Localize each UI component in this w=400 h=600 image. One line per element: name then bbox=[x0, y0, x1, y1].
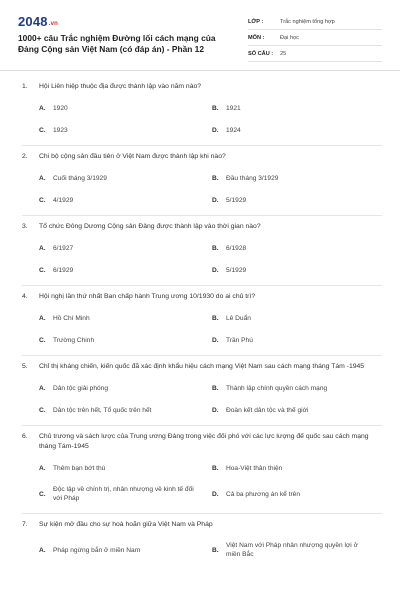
answer-option[interactable] bbox=[212, 103, 385, 113]
option-letter: B. bbox=[212, 464, 219, 472]
answer-option[interactable] bbox=[39, 313, 212, 323]
option-text: 5/1929 bbox=[226, 266, 247, 274]
option-text: 4/1929 bbox=[53, 196, 74, 204]
option-text: 6/1928 bbox=[226, 244, 247, 252]
option-letter: D. bbox=[212, 266, 219, 274]
option-letter: B. bbox=[212, 546, 219, 554]
answer-option[interactable] bbox=[39, 335, 212, 345]
meta-key: LỚP : bbox=[248, 18, 264, 25]
question-item bbox=[0, 286, 400, 356]
answer-options bbox=[39, 383, 382, 415]
answer-option[interactable] bbox=[39, 463, 212, 473]
answer-option[interactable] bbox=[39, 195, 212, 205]
answer-option[interactable] bbox=[39, 103, 212, 113]
option-letter: A. bbox=[39, 244, 46, 252]
question-item bbox=[0, 514, 400, 559]
answer-option[interactable] bbox=[212, 405, 385, 415]
logo-text: 2048 bbox=[18, 14, 48, 29]
document-meta bbox=[248, 14, 382, 62]
option-text: Pháp ngừng bắn ở miền Nam bbox=[53, 546, 141, 554]
meta-row-class bbox=[248, 14, 382, 30]
option-text: 6/1927 bbox=[53, 244, 74, 252]
option-letter: D. bbox=[212, 490, 219, 498]
option-letter: A. bbox=[39, 464, 46, 472]
question-text: Hội Liên hiệp thuộc địa được thành lập vào năm nào? bbox=[39, 83, 202, 90]
answer-option[interactable] bbox=[39, 541, 212, 559]
answer-options bbox=[39, 541, 382, 559]
option-text: 1924 bbox=[226, 126, 241, 134]
question-text: Chỉ thị kháng chiến, kiến quốc đã xác định khẩu hiệu cách mạng Việt Nam sau cách mạng tháng Tám -1945 bbox=[39, 363, 365, 370]
option-letter: A. bbox=[39, 314, 46, 322]
option-text: Hoa-Việt thân thiện bbox=[226, 464, 283, 472]
answer-option[interactable] bbox=[212, 125, 385, 135]
meta-value: Đại học bbox=[280, 34, 299, 41]
option-letter: A. bbox=[39, 104, 46, 112]
meta-value: 25 bbox=[280, 50, 287, 57]
option-letter: C. bbox=[39, 126, 46, 134]
option-text: Hồ Chí Minh bbox=[53, 314, 90, 322]
meta-key: MÔN : bbox=[248, 34, 265, 41]
answer-options bbox=[39, 313, 382, 345]
question-text: Tổ chức Đông Dương Cộng sản Đảng được thành lập vào thời gian nào? bbox=[39, 223, 261, 230]
answer-option[interactable] bbox=[39, 243, 212, 253]
question-number: 7. bbox=[22, 521, 28, 528]
option-letter: D. bbox=[212, 336, 219, 344]
option-letter: D. bbox=[212, 406, 219, 414]
question-item bbox=[0, 216, 400, 286]
option-text: 5/1929 bbox=[226, 196, 247, 204]
answer-option[interactable] bbox=[39, 485, 212, 503]
option-letter: A. bbox=[39, 546, 46, 554]
question-number: 6. bbox=[22, 433, 28, 440]
answer-option[interactable] bbox=[212, 195, 385, 205]
header-divider bbox=[0, 70, 400, 71]
answer-options bbox=[39, 463, 382, 503]
option-text: Dân tộc giải phóng bbox=[53, 384, 108, 392]
option-text: 6/1929 bbox=[53, 266, 74, 274]
option-letter: D. bbox=[212, 196, 219, 204]
answer-option[interactable] bbox=[212, 541, 385, 559]
question-text: Hội nghị lần thứ nhất Ban chấp hành Trung ương 10/1930 do ai chủ trì? bbox=[39, 293, 256, 300]
question-item bbox=[0, 356, 400, 426]
option-text: Dân tộc trên hết, Tổ quốc trên hết bbox=[53, 406, 152, 414]
option-letter: D. bbox=[212, 126, 219, 134]
option-text: Việt Nam với Pháp nhân nhượng quyền lợi ở miền Bắc bbox=[226, 542, 358, 558]
option-letter: B. bbox=[212, 244, 219, 252]
answer-option[interactable] bbox=[212, 265, 385, 275]
option-text: Độc lập về chính trị, nhân nhượng về kinh tế đối với Pháp bbox=[53, 486, 194, 502]
meta-row-subject bbox=[248, 30, 382, 46]
option-letter: C. bbox=[39, 406, 46, 414]
option-text: Đầu tháng 3/1929 bbox=[226, 174, 279, 182]
answer-options bbox=[39, 173, 382, 205]
question-number: 5. bbox=[22, 363, 28, 370]
meta-row-count bbox=[248, 46, 382, 62]
answer-option[interactable] bbox=[212, 383, 385, 393]
answer-options bbox=[39, 103, 382, 135]
option-letter: A. bbox=[39, 174, 46, 182]
option-text: Cả ba phương án kể trên bbox=[226, 490, 300, 498]
option-letter: B. bbox=[212, 104, 219, 112]
option-letter: C. bbox=[39, 196, 46, 204]
option-text: Cuối tháng 3/1929 bbox=[53, 174, 107, 182]
option-text: Thêm bạn bớt thù bbox=[53, 464, 106, 472]
document-header bbox=[0, 0, 400, 66]
option-letter: C. bbox=[39, 266, 46, 274]
logo-suffix: .vn bbox=[48, 21, 59, 27]
option-letter: C. bbox=[39, 490, 46, 498]
option-letter: C. bbox=[39, 336, 46, 344]
answer-option[interactable] bbox=[212, 313, 385, 323]
question-item bbox=[0, 76, 400, 146]
option-text: Lê Duẩn bbox=[226, 314, 251, 322]
answer-option[interactable] bbox=[212, 335, 385, 345]
option-letter: B. bbox=[212, 314, 219, 322]
answer-option[interactable] bbox=[39, 383, 212, 393]
answer-option[interactable] bbox=[212, 173, 385, 183]
question-text: Chủ trương và sách lược của Trung ương Đảng trong việc đối phó với các lực lượng đế quốc sau cách mạng tháng Tám-1945 bbox=[39, 433, 369, 450]
question-item bbox=[0, 426, 400, 514]
option-text: Thành lập chính quyền cách mạng bbox=[226, 384, 328, 392]
question-item bbox=[0, 146, 400, 216]
meta-key: SỐ CÂU : bbox=[248, 50, 274, 57]
document-title: 1000+ câu Trắc nghiệm Đường lối cách mạng của Đảng Cộng sản Việt Nam (có đáp án) - Phần 12 bbox=[18, 33, 216, 54]
option-text: 1920 bbox=[53, 104, 68, 112]
option-letter: B. bbox=[212, 384, 219, 392]
answer-option[interactable] bbox=[212, 243, 385, 253]
answer-option[interactable] bbox=[212, 463, 385, 473]
option-text: 1923 bbox=[53, 126, 68, 134]
answer-option[interactable] bbox=[39, 265, 212, 275]
question-number: 1. bbox=[22, 83, 28, 90]
option-text: Đoàn kết dân tộc và thế giới bbox=[226, 406, 309, 414]
option-text: Trường Chinh bbox=[53, 336, 95, 344]
option-text: 1921 bbox=[226, 104, 241, 112]
question-text: Sự kiện mở đầu cho sự hoà hoãn giữa Việt Nam và Pháp bbox=[39, 521, 213, 528]
answer-option[interactable] bbox=[39, 173, 212, 183]
answer-option[interactable] bbox=[39, 125, 212, 135]
question-number: 2. bbox=[22, 153, 28, 160]
question-number: 4. bbox=[22, 293, 28, 300]
question-number: 3. bbox=[22, 223, 28, 230]
answer-option[interactable] bbox=[39, 405, 212, 415]
option-text: Trần Phú bbox=[226, 336, 253, 344]
option-letter: B. bbox=[212, 174, 219, 182]
question-list bbox=[0, 76, 400, 559]
answer-options bbox=[39, 243, 382, 275]
option-letter: A. bbox=[39, 384, 46, 392]
meta-value: Trắc nghiệm tổng hợp bbox=[280, 18, 335, 25]
answer-option[interactable] bbox=[212, 485, 385, 503]
question-text: Chi bộ cộng sản đầu tiên ở Việt Nam được thành lập khi nào? bbox=[39, 153, 226, 160]
